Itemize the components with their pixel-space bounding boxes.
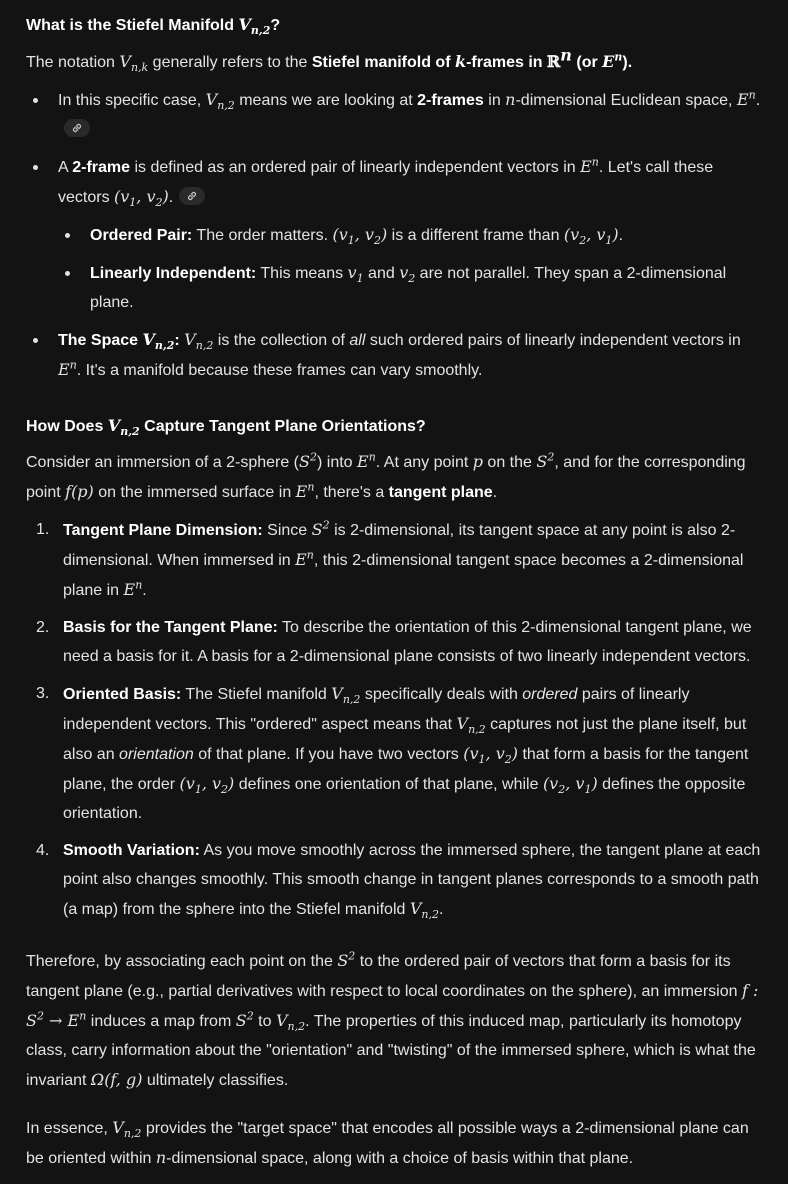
list-item: 2. Basis for the Tangent Plane: To describe the orientation of this 2-dimensional tangent plane, we need a basis for it. A basis for a 2-dimensional plane consists of two linearly independent vectors. <box>36 619 752 665</box>
section-title-stiefel: What is the Stiefel Manifold $V_{n,2}$? <box>26 15 281 38</box>
source-link-button[interactable] <box>179 187 205 205</box>
sub-list <box>58 220 762 317</box>
list-item: 4. Smooth Variation: As you move smoothly across the immersed sphere, the tangent plane at each point also changes smoothly. This smooth change in tangent planes corresponds to a smooth path (a map) from the sphere into the Stiefel manifold $V_{n,2}$. <box>36 842 761 922</box>
link-icon <box>71 122 83 134</box>
definition-list <box>26 85 762 385</box>
list-item: Linearly Independent: This means $v_1$ and $v_2$ are not parallel. They span a 2-dimensional plane. <box>58 258 762 317</box>
section-title-tangent: How Does $V_{n,2}$ Capture Tangent Plane Orientations? <box>26 416 426 439</box>
intro-paragraph: The notation $V_{n,k}$ generally refers to the Stiefel manifold of k-frames in ℝ$^n$ (or $E^n$). <box>26 45 633 75</box>
list-item: 1. Tangent Plane Dimension: Since $S^2$ is 2-dimensional, its tangent space at any point is also 2-dimensional. When immersed in $E^n$, this 2-dimensional tangent space becomes a 2-dimensional plane in $E^n$. <box>36 518 744 599</box>
list-item: The Space $V_{n,2}$: $V_{n,2}$ is the collection of all such ordered pairs of linearly independent vectors in $E^n$. It's a manifold because these frames can vary smoothly. <box>26 325 762 385</box>
source-link-button[interactable] <box>64 119 90 137</box>
list-item: A 2-frame is defined as an ordered pair of linearly independent vectors in $E^n$. Let's call these vectors ($v_1$, $v_2$). Ordered Pair: The order matters. ($v_1$, $v_2$) is a different frame than ($v_2$, $v_1$). Linearly Independent: This means $v_1$ and $v_2$ are not parallel. They span a 2-dimensional plane. <box>26 152 762 317</box>
list-item: 3. Oriented Basis: The Stiefel manifold $V_{n,2}$ specifically deals with ordered pairs of linearly independent vectors. This "ordered" aspect means that $V_{n,2}$ captures not just the plane itself, but also an orientation of that plane. If you have two vectors ($v_1$, $v_2$) that form a basis for the tangent plane, the order ($v_1$, $v_2$) defines one orientation of that plane, while ($v_2$, $v_1$) defines the opposite orientation. <box>36 684 749 822</box>
paragraph: Therefore, by associating each point on the $S^2$ to the ordered pair of vectors that form a basis for its tangent plane (e.g., partial derivatives with respect to local coordinates on the sphere), an immersion f : $S^2 \to E^n$ induces a map from $S^2$ to $V_{n,2}$. The properties of this induced map, particularly its homotopy class, carry information about the "orientation" and "twisting" of the immersed sphere, which is what the invariant Ω(f, g) ultimately classifies. <box>26 949 759 1089</box>
list-item: In this specific case, $V_{n,2}$ means we are looking at 2-frames in n-dimensional Euclidean space, $E^n$. <box>26 85 762 144</box>
paragraph: Consider an immersion of a 2-sphere $(S^2)$ into $E^n$. At any point p on the $S^2$, and for the corresponding point f(p) on the immersed surface in $E^n$, there's a tangent plane. <box>26 450 746 501</box>
link-icon <box>186 190 198 202</box>
list-item: Ordered Pair: The order matters. ($v_1$, $v_2$) is a different frame than ($v_2$, $v_1$). <box>58 220 762 250</box>
numbered-list <box>26 515 762 924</box>
paragraph: In essence, $V_{n,2}$ provides the "target space" that encodes all possible ways a 2-dimensional plane can be oriented within n-dimensional space, along with a choice of basis within that plane. <box>26 1118 749 1167</box>
